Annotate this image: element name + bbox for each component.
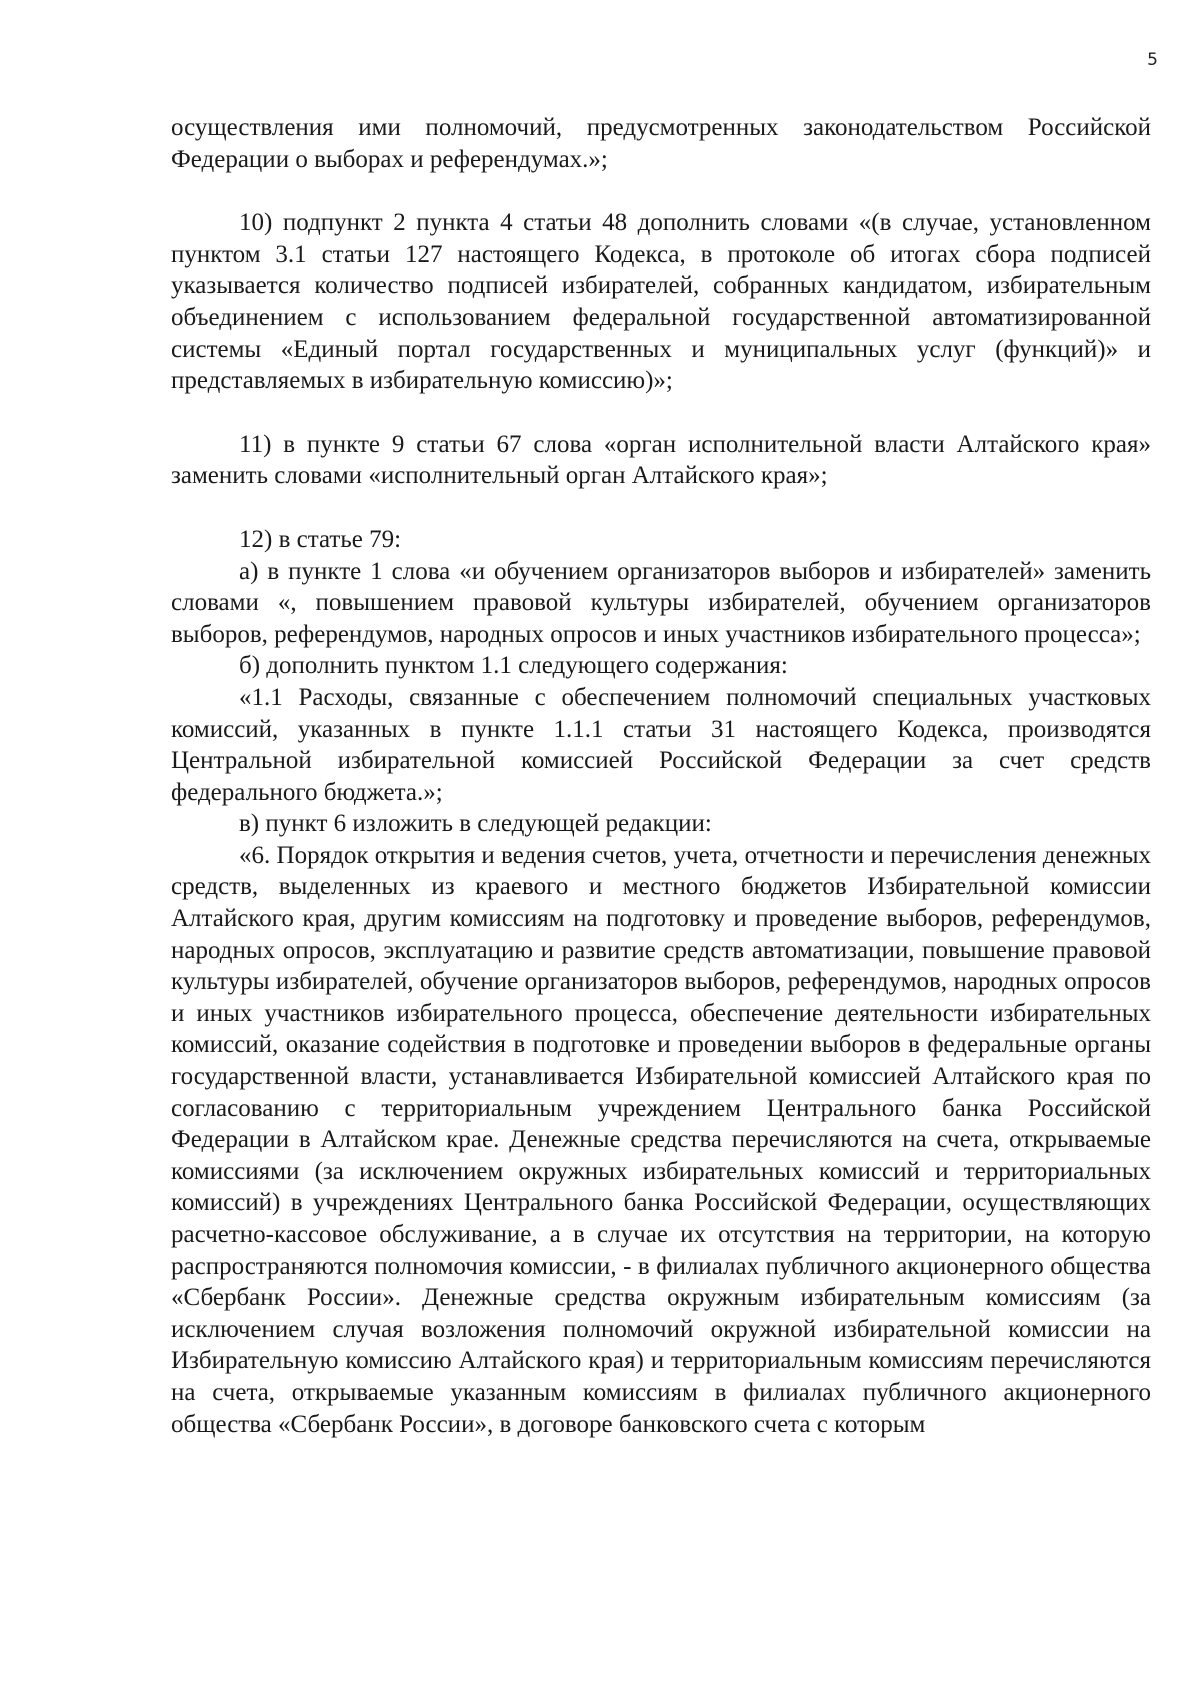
- page-number: 5: [1147, 50, 1158, 70]
- paragraph-point-1-1: «1.1 Расходы, связанные с обеспечением полномочий специальных участковых комиссий, указанных в пункте 1.1.1 статьи 31 настоящего Кодекса, производятся Центральной избирательной комиссией Российской Федерации за счет средств федерального бюджета.»;: [171, 683, 1151, 806]
- paragraph-item-12: 12) в статье 79:: [239, 525, 402, 553]
- paragraph-subitem-b: б) дополнить пунктом 1.1 следующего содержания:: [239, 652, 788, 680]
- paragraph-point-6: «6. Порядок открытия и ведения счетов, учета, отчетности и перечисления денежных средств, выделенных из краевого и местного бюджетов Избирательной комиссии Алтайского края, другим комиссиям на подготовку и проведение выборов, референдумов, народных опросов, эксплуатацию и развитие средств автоматизации, повышение правовой культуры избирателей, обучение организаторов выборов, референдумов, народных опросов и иных участников избирательного процесса, обеспечение деятельности избирательных комиссий, оказание содействия в подготовке и проведении выборов в федеральные органы государственной власти, устанавливается Избирательной комиссией Алтайского края по согласованию с территориальным учреждением Центрального банка Российской Федерации в Алтайском крае. Денежные средства перечисляются на счета, открываемые комиссиями (за исключением окружных избирательных комиссий и территориальных комиссий) в учреждениях Центрального банка Российской Федерации, осуществляющих расчетно-кассовое обслуживание, а в случае их отсутствия на территории, на которую распространяются полномочия комиссии, - в филиалах публичного акционерного общества «Сбербанк России». Денежные средства окружным избирательным комиссиям (за исключением случая возложения полномочий окружной избирательной комиссии на Избирательную комиссию Алтайского края) и территориальным комиссиям перечисляются на счета, открываемые указанным комиссиям в филиалах публичного акционерного общества «Сбербанк России», в договоре банковского счета с которым: [171, 841, 1151, 1438]
- paragraph-item-11: 11) в пункте 9 статьи 67 слова «орган исполнительной власти Алтайского края» заменить словами «исполнительный орган Алтайского края»;: [171, 430, 1151, 490]
- paragraph-subitem-a: а) в пункте 1 слова «и обучением организаторов выборов и избирателей» заменить словами «, повышением правовой культуры избирателей, обучением организаторов выборов, референдумов, народных опросов и иных участников избирательного процесса»;: [171, 557, 1151, 648]
- paragraph-continuation: осуществления ими полномочий, предусмотренных законодательством Российской Федерации о выборах и референдумах.»;: [171, 114, 1151, 173]
- paragraph-item-10: 10) подпункт 2 пункта 4 статьи 48 дополнить словами «(в случае, установленном пунктом 3.1 статьи 127 настоящего Кодекса, в протоколе об итогах сбора подписей указывается количество подписей избирателей, собранных кандидатом, избирательным объединением с использованием федеральной государственной автоматизированной системы «Единый портал государственных и муниципальных услуг (функций)» и представляемых в избирательную комиссию)»;: [171, 209, 1151, 395]
- document-body: [171, 112, 1151, 1440]
- paragraph-subitem-v: в) пункт 6 изложить в следующей редакции:: [239, 810, 712, 838]
